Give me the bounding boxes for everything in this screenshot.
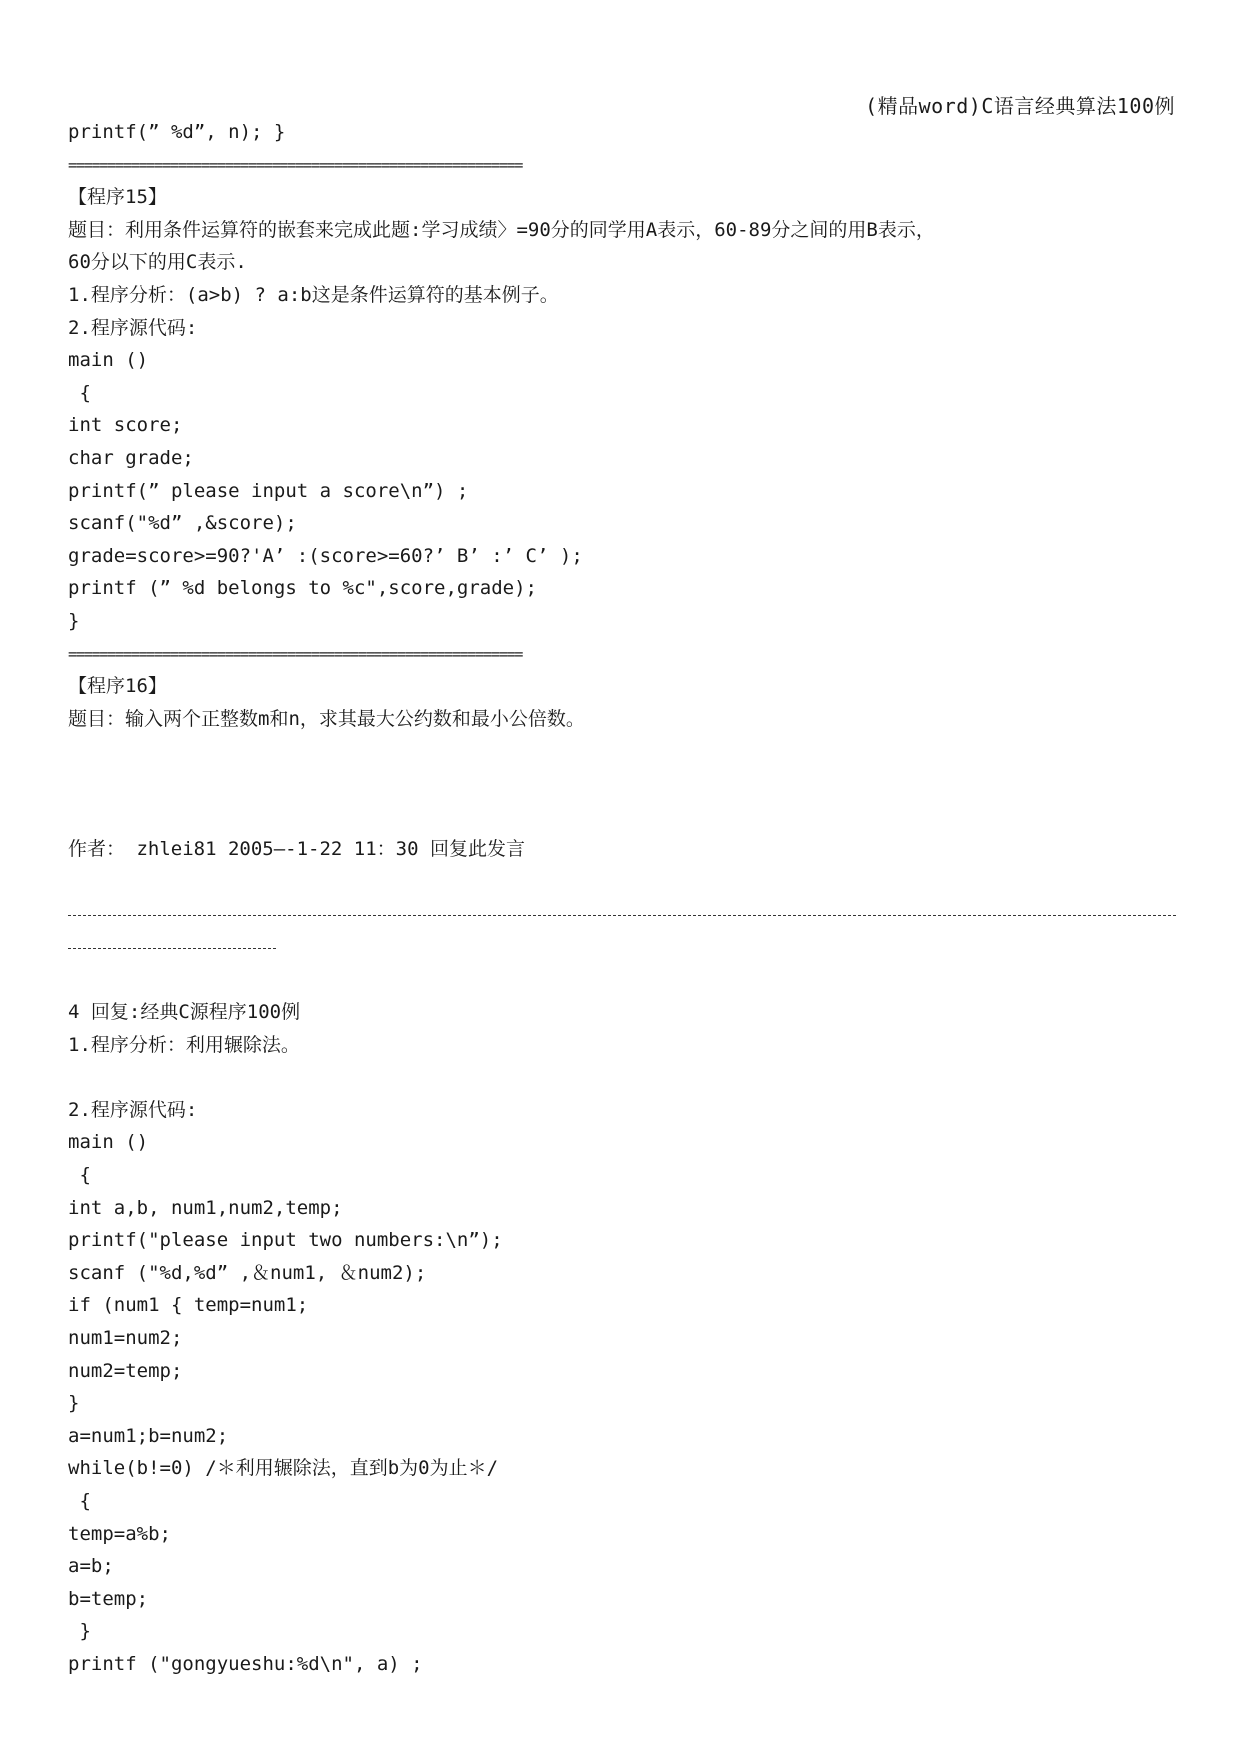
code-line: {	[68, 1489, 91, 1512]
spacer	[68, 1061, 1178, 1094]
page-header-title: (精品word)C语言经典算法100例	[865, 94, 1175, 118]
code-line: printf(” %d”, n); }	[68, 121, 286, 143]
problem-statement: 题目：输入两个正整数m和n，求其最大公约数和最小公倍数。	[68, 707, 585, 730]
code-line: printf ("gongyueshu:%d\n", a) ;	[68, 1652, 423, 1675]
code-line: main ()	[68, 349, 149, 372]
code-line: if (num1 { temp=num1;	[68, 1294, 309, 1317]
problem-statement: 题目：利用条件运算符的嵌套来完成此题:学习成绩〉=90分的同学用A表示，60-89分之间的用B表示，	[68, 218, 935, 241]
code-line: scanf("%d” ,&score);	[68, 512, 297, 535]
analysis-line: 1.程序分析：(a>b) ? a:b这是条件运算符的基本例子。	[68, 283, 559, 306]
program-heading: 【程序16】	[68, 675, 167, 698]
source-code-label: 2.程序源代码:	[68, 1098, 198, 1121]
code-line: int score;	[68, 414, 183, 437]
code-line: {	[68, 1164, 91, 1187]
code-line: scanf ("%d,%d” ,＆num1, ＆num2);	[68, 1261, 427, 1284]
spacer	[68, 866, 1178, 899]
dashed-rule	[68, 931, 1178, 964]
reply-heading: 4 回复:经典C源程序100例	[68, 1001, 301, 1024]
author-line: 作者： zhlei81 2005—-1-22 11：30 回复此发言	[68, 838, 525, 861]
source-code-label: 2.程序源代码:	[68, 316, 198, 339]
code-line: printf (” %d belongs to %c",score,grade);	[68, 577, 537, 600]
code-line: while(b!=0) /＊利用辗除法，直到b为0为止＊/	[68, 1457, 499, 1480]
spacer	[68, 735, 1178, 833]
analysis-line: 1.程序分析：利用辗除法。	[68, 1033, 300, 1056]
dashed-rule-short	[68, 948, 276, 949]
code-line: num2=temp;	[68, 1359, 183, 1382]
code-line: main ()	[68, 1131, 149, 1154]
code-line: printf("please input two numbers:\n”);	[68, 1229, 503, 1252]
code-line: }	[68, 1620, 91, 1643]
dashed-rule	[68, 898, 1178, 931]
code-line: num1=num2;	[68, 1326, 183, 1349]
code-line: int a,b, num1,num2,temp;	[68, 1196, 343, 1219]
code-line: grade=score>=90?'A’ :(score>=60?’ B’ :’ C’ );	[68, 544, 583, 567]
code-line: a=b;	[68, 1555, 114, 1578]
separator-line: ==========================================================	[68, 644, 523, 663]
code-line: temp=a%b;	[68, 1522, 171, 1545]
program-heading: 【程序15】	[68, 186, 167, 209]
code-line: char grade;	[68, 446, 194, 469]
document-body	[68, 116, 1178, 1681]
code-line: {	[68, 381, 91, 404]
code-line: }	[68, 1392, 80, 1415]
problem-statement-cont: 60分以下的用C表示.	[68, 251, 247, 274]
spacer	[68, 963, 1178, 996]
code-line: printf(” please input a score\n”) ;	[68, 479, 469, 502]
code-line: a=num1;b=num2;	[68, 1424, 229, 1447]
separator-line: ==========================================================	[68, 155, 523, 174]
code-line: b=temp;	[68, 1587, 149, 1610]
code-line: }	[68, 609, 80, 632]
dashed-rule-full	[68, 915, 1176, 916]
